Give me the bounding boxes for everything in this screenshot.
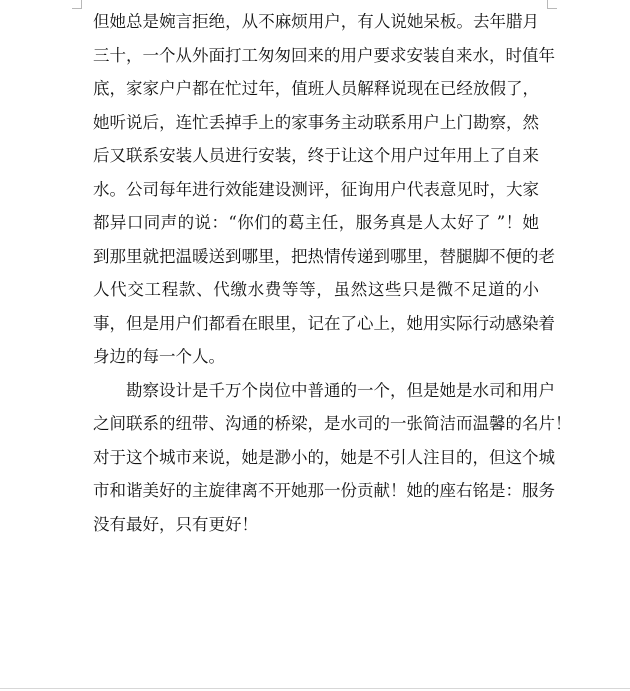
paragraph-line: 没有最好，只有更好！ — [93, 514, 258, 534]
paragraph-line: 但她总是婉言拒绝，从不麻烦用户，有人说她呆板。去年腊月 — [93, 12, 539, 31]
paragraph-line: 三十，一个从外面打工匆匆回来的用户要求安装自来水，时值年 — [93, 45, 555, 65]
paragraph-line: 都异口同声的说：“你们的葛主任，服务真是人太好了 ”！她 — [93, 213, 539, 232]
top-right-crop-mark-horizontal — [547, 8, 557, 9]
paragraph-2 — [93, 374, 572, 542]
top-left-crop-mark-horizontal — [72, 8, 82, 9]
paragraph-line: 她听说后，连忙丢掉手上的家事务主动联系用户上门勘察，然 — [93, 112, 539, 132]
paragraph-1 — [93, 5, 555, 374]
paragraph-line: 勘察设计是千万个岗位中普通的一个，但是她是水司和用户 — [126, 380, 555, 400]
top-right-crop-mark — [547, 0, 548, 8]
paragraph-line: 人代交工程款、代缴水费等等，虽然这些只是微不足道的小 — [93, 280, 539, 299]
document-body — [93, 5, 572, 541]
paragraph-line: 事，但是用户们都看在眼里，记在了心上，她用实际行动感染着 — [93, 313, 555, 333]
paragraph-line: 底，家家户户都在忙过年，值班人员解释说现在已经放假了， — [93, 79, 539, 98]
paragraph-line: 到那里就把温暖送到哪里，把热情传递到哪里，替腿脚不便的老 — [93, 246, 555, 266]
paragraph-line: 之间联系的纽带、沟通的桥梁，是水司的一张简洁而温馨的名片！ — [93, 414, 572, 433]
paragraph-line: 对于这个城市来说，她是渺小的，她是不引人注目的，但这个城 — [93, 447, 555, 467]
paragraph-line: 身边的每一个人。 — [93, 347, 225, 366]
paragraph-line: 水。公司每年进行效能建设测评，征询用户代表意见时，大家 — [93, 179, 539, 199]
top-left-crop-mark — [81, 0, 82, 8]
page-bottom-rule — [0, 688, 630, 689]
paragraph-line: 市和谐美好的主旋律离不开她那一份贡献！她的座右铭是：服务 — [93, 481, 555, 500]
paragraph-line: 后又联系安装人员进行安装，终于让这个用户过年用上了自来 — [93, 146, 539, 165]
